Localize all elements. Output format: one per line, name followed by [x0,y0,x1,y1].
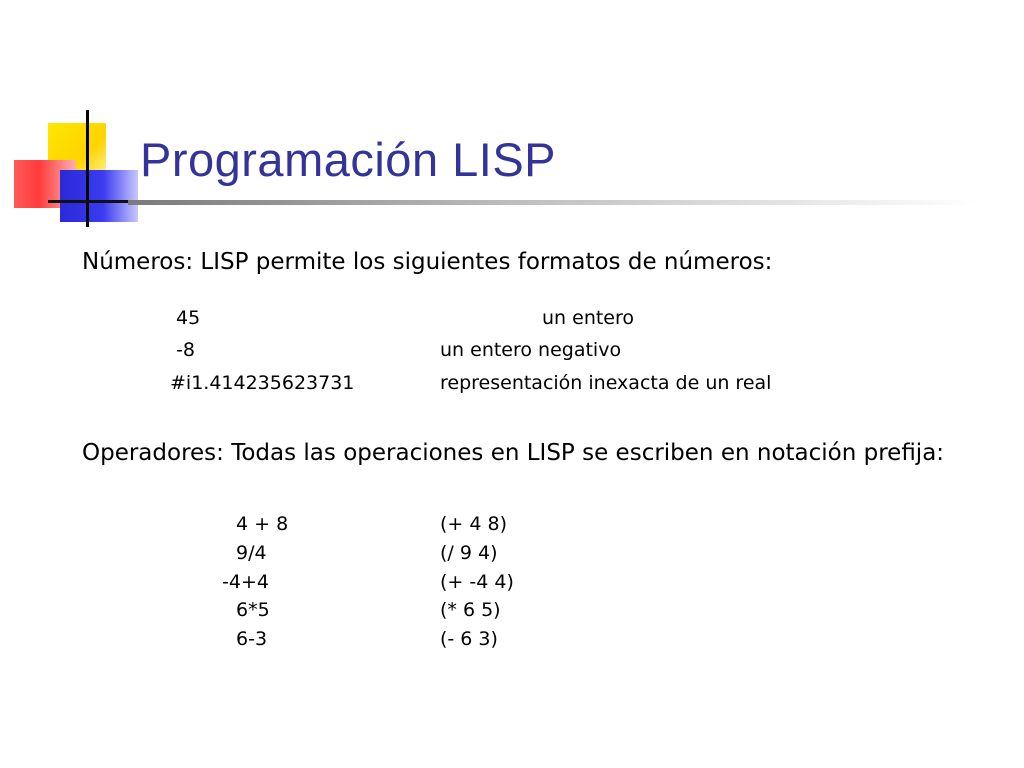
prefix-expression: (/ 9 4) [440,542,498,564]
infix-expression: 6*5 [236,599,270,621]
number-value: 45 [176,307,201,329]
prefix-expression: (* 6 5) [440,599,501,621]
number-description: un entero negativo [440,339,622,361]
prefix-expression: (- 6 3) [440,628,498,650]
title-underline-rule [128,200,978,205]
infix-expression: 9/4 [236,542,267,564]
infix-expression: 6-3 [236,628,268,650]
slide-title: Programación LISP [140,133,557,186]
prefix-expression: (+ 4 8) [440,513,508,535]
number-description: representación inexacta de un real [440,372,772,394]
prefix-expression: (+ -4 4) [440,571,514,593]
number-value: -8 [176,339,195,361]
infix-expression: -4+4 [222,571,269,593]
horizontal-line-decoration [48,200,128,203]
number-description: un entero [542,307,635,329]
infix-expression: 4 + 8 [236,513,289,535]
operators-intro-text: Operadores: Todas las operaciones en LISP se escriben en notación prefija: [82,440,945,466]
numbers-intro-text: Números: LISP permite los siguientes formatos de números: [82,249,773,275]
blue-square-decoration [60,170,138,222]
number-value: #i1.414235623731 [170,372,355,394]
vertical-line-decoration [86,110,89,227]
